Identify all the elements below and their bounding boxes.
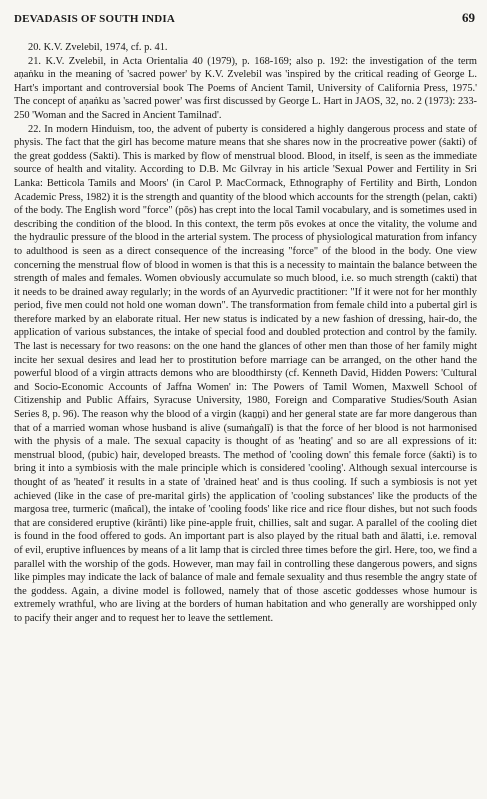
note-number: 22.	[28, 123, 41, 135]
note-22	[14, 123, 477, 626]
note-number: 20.	[28, 42, 41, 53]
note-20	[14, 41, 477, 55]
note-number: 21.	[28, 55, 41, 67]
running-head: DEVADASIS OF SOUTH INDIA	[14, 13, 175, 25]
page-header	[14, 10, 477, 32]
note-21	[14, 55, 477, 123]
endnotes	[14, 41, 477, 626]
note-text: In modern Hinduism, too, the advent of puberty is considered a highly dangerous process and state of physis. The fact that the girl has become mature means that she shares now in the procreative power (śakti) of the great goddess (Sakti). This is marked by flow of menstrual blood. Blood, in itself, is seen as the immediate source of health and vitality. According to D.B. Mc Gilvray in his article 'Sexual Power and Fertility in Sri Lanka: Betticola Tamils and Moors' (in Carol P. MacCormack, Ethnography of Fertility and Birth, London Academic Press, 1982) it is the strength and quantity of the blood which accounts for the strength (pelan, cakti) of the body. The English word "force" (pōs) has crept into the local Tamil vocabulary, and is sometimes used in describing the condition of the blood. In this context, the term pōs evokes at once the vitality, the volume and the hydraulic pressure of the blood in the arterial system. The process of physiological maturation from infancy to adulthood is seen as a direct consequence of the increasing "force" of the blood in the body. One view concerning the menstrual flow of blood in women is that this is a necessity to maintain the balance between the strength of males and females. Women obviously accumulate so much blood, i.e. so much strength (cakti) that it needs to be drained away regularly; in the words of an Ayurvedic practitioner: "If it were not for her monthly period, five men could not hold one woman down". The transformation from female child into a pubertal girl is therefore marked by an elaborate ritual. Her new status is indicated by a new fashion of dressing, hair-do, the application of various substances, the intake of special food and doubled protection and control by the family. The last is necessary for two reasons: on the one hand the glances of other men than those of her family might incite her sexual desires and lead her to prostitution before marriage can be arranged, on the other hand the powerful blood of a virgin attracts demons who are bloodthirsty (cf. Kenneth David, Hidden Powers: 'Cultural and Socio-Economic Accounts of Jaffna Women' in: The Powers of Tamil Women, Maxwell School of Citizenship and Public Affairs, Syracuse University, 1980, Foreign and Comparative Studies/South Asian Series 8, p. 96). The reason why the blood of a virgin (kaṉṉi) and her general state are far more dangerous than that of a married woman whose husband is alive (sumaṅgalī) is that the force of her blood is not harmonised with the physis of a male. The sexual capacity is thought of as 'heating' and so are all expressions of it: menstrual blood, (pubic) hair, developed breasts. The method of 'cooling down' this female force (śakti) is to bring it into a symbiosis with the male principle which is considered 'cooling'. Although sexual intercourse is thought of as 'heated' it results in a state of 'drained heat' and is thus cooling. If such a symbiosis is not yet achieved (like in the case of pre-marital girls) the application of 'cooling substances' like the products of the margosa tree, turmeric (mañcal), the intake of 'cooling foods' like rice and rice flour dishes, but not such foods that are considered eruptive (kirānti) like pine-apple fruit, chillies, salt and sugar. A parallel of the cooling diet is found in the food offered to gods. An important part is also played by the ritual bath and ālatti, i.e. removal of evil, eruptive influences by means of a lit lamp that is circled three times before the girl. Here, too, we find a parallel with the worship of the gods. However, man may fail in controlling these dangerous powers, and signs like pimples may indicate the lack of balance of male and female sexuality and thus resemble the angry state of the goddess. Again, a divine model is followed, namely that of those ascetic goddesses whose humour is extremely wrathful, who are living at the borders of human habitation and who generally are worshipped only to pacify their anger and to request her to leave the settlement.	[14, 123, 477, 624]
page-number: 69	[462, 10, 475, 25]
note-text: K.V. Zvelebil, 1974, cf. p. 41.	[43, 42, 168, 53]
note-text: K.V. Zvelebil, in Acta Orientalia 40 (1979), p. 168-169; also p. 192: the investigation of the term aṇaṅku in the meaning of 'sacred power' by K.V. Zvelebil was 'inspired by the critical reading of George L. Hart's important and controversial book The Poems of Ancient Tamil, University of California Press, 1975.' The concept of aṇaṅku as 'sacred power' was first discussed by George L. Hart in JAOS, 32, no. 2 (1973): 233-250 'Woman and the Sacred in Ancient Tamilnad'.	[14, 55, 478, 121]
